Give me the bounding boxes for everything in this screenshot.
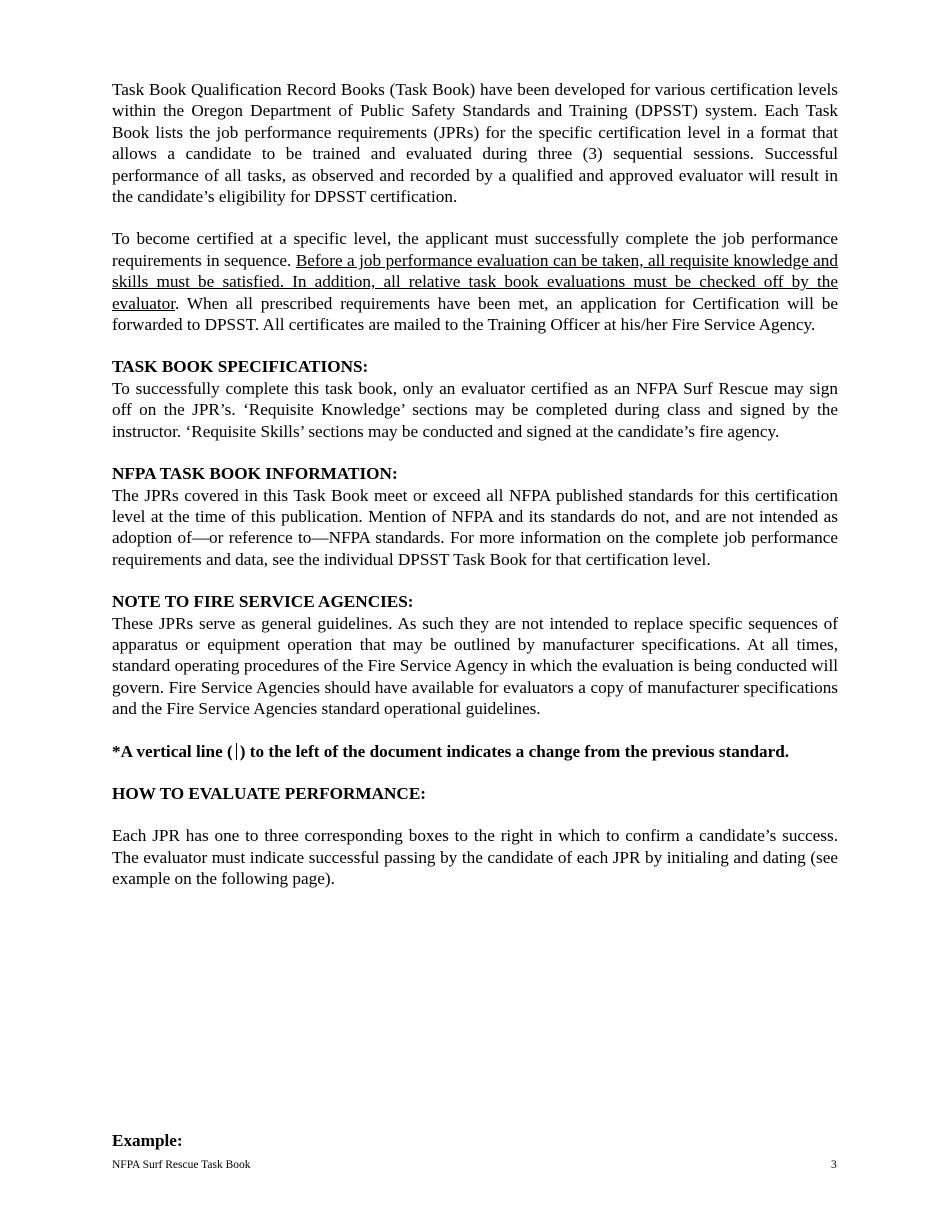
footer-title: NFPA Surf Rescue Task Book: [112, 1159, 251, 1171]
intro-paragraph-2: [112, 228, 838, 335]
agencies-note-body: These JPRs serve as general guidelines. As such they are not intended to replace specific sequences of apparatus or equipment operation that may be outlined by manufacturer specifications. At all times, standard operating procedures of the Fire Service Agency in which the evaluation is being conducted will govern. Fire Service Agencies should have available for evaluators a copy of manufacturer specifications and the Fire Service Agencies standard operational guidelines.: [112, 613, 838, 719]
intro-paragraph-2-end: . When all prescribed requirements have been met, an application for Certification will be forwarded to DPSST. All certificates are mailed to the Training Officer at his/her Fire Service Agency.: [112, 293, 838, 335]
vertical-line-note-after: ) to the left of the document indicates a change from the previous standard.: [239, 741, 790, 761]
specifications-heading: TASK BOOK SPECIFICATIONS:: [112, 357, 369, 377]
intro-paragraph-2-start: To become certified at a specific level, the applicant must successfully complete the job performance requirements in sequence.: [112, 229, 838, 270]
document-body: [112, 79, 838, 890]
spacer: [112, 335, 838, 356]
intro-paragraph-1: Task Book Qualification Record Books (Task Book) have been developed for various certification levels within the Oregon Department of Public Safety Standards and Training (DPSST) system. Each Task Book lists the job performance requirements (JPRs) for the specific certification level in a format that allows a candidate to be trained and evaluated during three (3) sequential sessions. Successful performance of all tasks, as observed and recorded by a qualified and approved evaluator will result in the candidate’s eligibility for DPSST certification.: [112, 80, 838, 207]
vertical-line-note: [112, 741, 838, 762]
agencies-note-heading: NOTE TO FIRE SERVICE AGENCIES:: [112, 592, 414, 612]
evaluate-heading: HOW TO EVALUATE PERFORMANCE:: [112, 783, 427, 803]
specifications-body: To successfully complete this task book, only an evaluator certified as an NFPA Surf Rescue may sign off on the JPR’s. ‘Requisite Knowledge’ sections may be completed during class and signed by the instructor. ‘Requisite Skills’ sections may be conducted and signed at the candidate’s fire agency.: [112, 378, 838, 441]
page-number: 3: [831, 1159, 837, 1171]
nfpa-info-body: The JPRs covered in this Task Book meet or exceed all NFPA published standards for this certification level at the time of this publication. Mention of NFPA and its standards do not, and are not intended as adoption of—or reference to—NFPA standards. For more information on the complete job performance requirements and data, see the individual DPSST Task Book for that certification level.: [112, 485, 838, 569]
evaluate-body: Each JPR has one to three corresponding boxes to the right in which to confirm a candidate’s success. The evaluator must indicate successful passing by the candidate of each JPR by initialing and dating (see example on the following page).: [112, 826, 838, 889]
spacer: [112, 570, 838, 591]
vertical-line-note-before: *A vertical line (: [112, 741, 233, 761]
spacer: [112, 720, 838, 741]
spacer: [112, 804, 838, 825]
vertical-line-symbol: [236, 743, 237, 760]
spacer: [112, 762, 838, 783]
intro-paragraph-2-underlined: Before a job performance evaluation can be taken, all requisite knowledge and skills must be satisfied. In addition, all relative task book evaluations must be checked off by the evaluator: [112, 250, 838, 313]
nfpa-info-heading: NFPA TASK BOOK INFORMATION:: [112, 464, 398, 484]
example-label: Example:: [112, 1131, 183, 1150]
spacer: [112, 207, 838, 228]
spacer: [112, 442, 838, 463]
